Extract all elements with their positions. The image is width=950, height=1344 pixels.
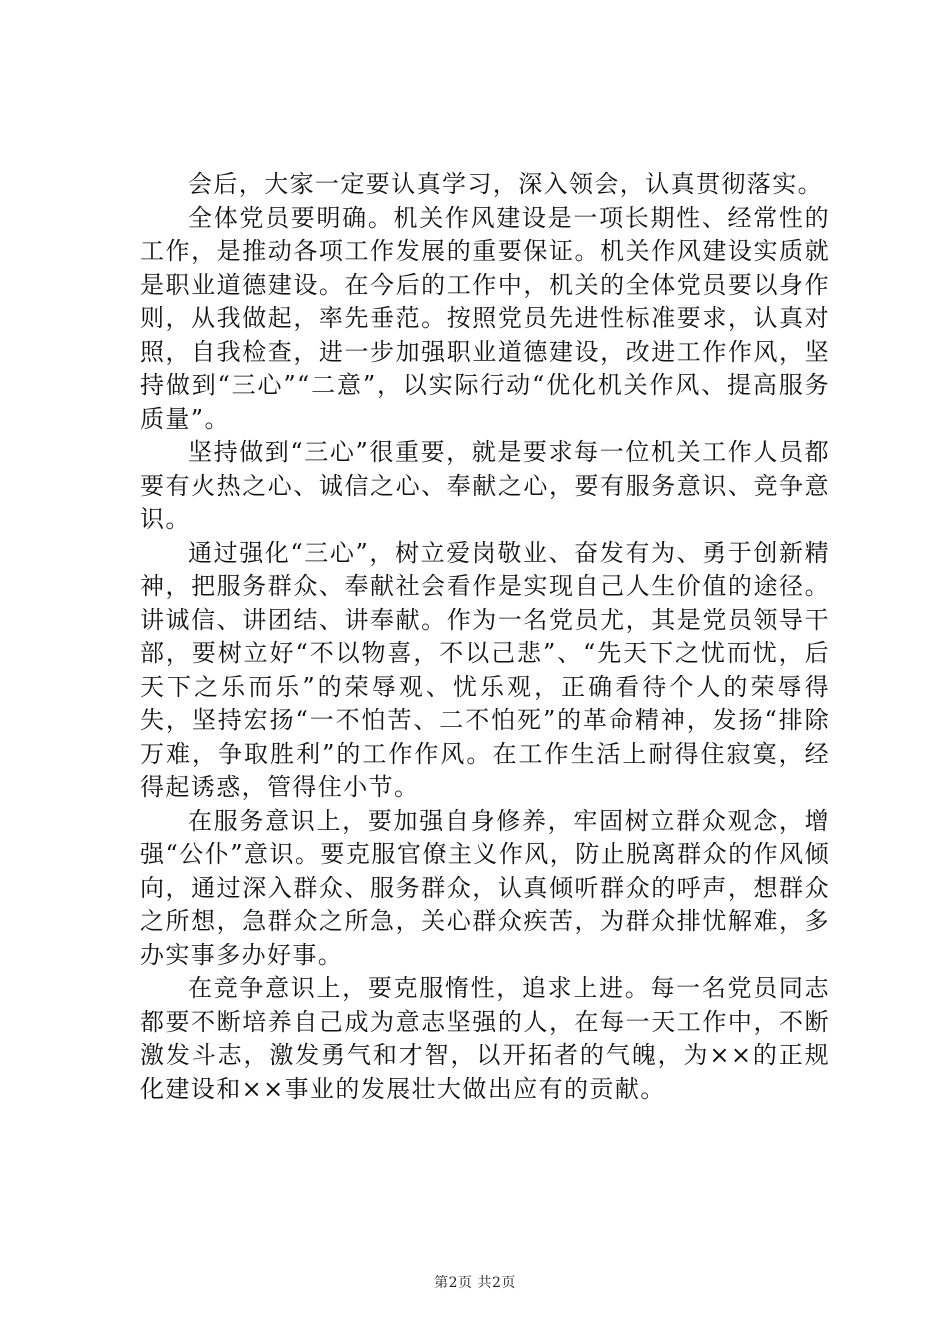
paragraph: 通过强化“三心”，树立爱岗敬业、奋发有为、勇于创新精神，把服务群众、奉献社会看作是实现自己人生价值的途径。讲诚信、讲团结、讲奉献。作为一名党员尤，其是党员领导干部，要树立好“不以物喜，不以己悲”、“先天下之忧而忧，后天下之乐而乐”的荣辱观、忧乐观，正确看待个人的荣辱得失，坚持宏扬“一不怕苦、二不怕死”的革命精神，发扬“排除万难，争取胜利”的工作作风。在工作生活上耐得住寂寞，经得起诱惑，管得住小节。: [140, 538, 830, 801]
page-number: 第2页 共2页: [434, 1275, 516, 1291]
paragraph: 在服务意识上，要加强自身修养，牢固树立群众观念，增强“公仆”意识。要克服官僚主义作风，防止脱离群众的作风倾向，通过深入群众、服务群众，认真倾听群众的呼声，想群众之所想，急群众之所急，关心群众疾苦，为群众排忧解难，多办实事多办好事。: [140, 806, 830, 969]
page-footer: [0, 1272, 950, 1292]
paragraph: 全体党员要明确。机关作风建设是一项长期性、经常性的工作，是推动各项工作发展的重要保证。机关作风建设实质就是职业道德建设。在今后的工作中，机关的全体党员要以身作则，从我做起，率先垂范。按照党员先进性标准要求，认真对照，自我检查，进一步加强职业道德建设，改进工作作风，坚持做到“三心”“二意”，以实际行动“优化机关作风、提高服务质量”。: [140, 203, 830, 433]
paragraph: 坚持做到“三心”很重要，就是要求每一位机关工作人员都要有火热之心、诚信之心、奉献之心，要有服务意识、竞争意识。: [140, 438, 830, 533]
document-body: [140, 168, 830, 1106]
paragraph: 在竞争意识上，要克服惰性，追求上进。每一名党员同志都要不断培养自己成为意志坚强的人，在每一天工作中，不断激发斗志，激发勇气和才智，以开拓者的气魄，为××的正规化建设和××事业的发展壮大做出应有的贡献。: [140, 974, 830, 1103]
paragraph: 会后，大家一定要认真学习，深入领会，认真贯彻落实。: [188, 170, 823, 198]
